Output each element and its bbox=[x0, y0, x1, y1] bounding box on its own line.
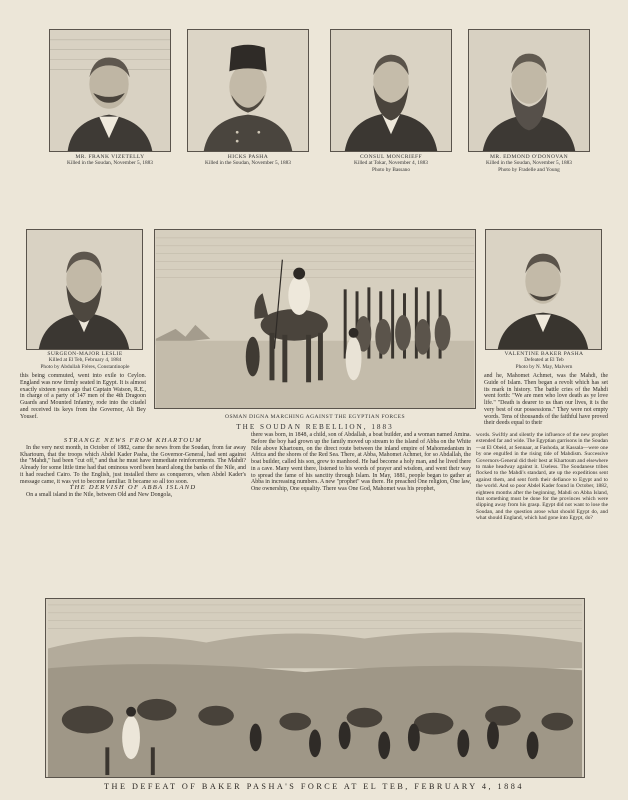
text-right-wide: words. Swiftly and silently the influence of the new prophet extended far and wide. The Egyptian garrisons in the Soudan—at El Obeid, at Sennaar, at Fashoda, at Kassala—were one by one engulfed in the rising tide of Mahdism. Successive Governors-General did their best at Khartoum and elsewhere to make headway against it. Useless. The Soudanese tribes flocked to the Mahdi's standard, ate up the expeditions sent against them, and sent forth their defiance to Egypt and to the world. And so poor Abdel Kader found in October, 1882, eighteen months after the beginning, Mahdi on Abba Island, that something must be done for the provinces which were slipping away from his grasp. Egypt did not want to lose the Soudan, and the question arose what should Egypt do, and what should England, which had gone into Egypt, do? bbox=[476, 432, 608, 522]
title-defeat-el-teb: THE DEFEAT OF BAKER PASHA'S FORCE AT EL TEB, FEBRUARY 4, 1884 bbox=[104, 782, 524, 791]
caption-odonovan: MR. EDMOND O'DONOVAN Killed in the Soudan, November 5, 1883 Photo by Fradelle and Young bbox=[486, 154, 572, 173]
caption-baker: VALENTINE BAKER PASHA Defeated at El Teb Photo by N. May, Malvern bbox=[504, 351, 584, 370]
portrait-moncrieff bbox=[330, 29, 452, 152]
caption-osman-digna: OSMAN DIGNA MARCHING AGAINST THE EGYPTIAN FORCES bbox=[225, 414, 405, 420]
portrait-vizetelly bbox=[49, 29, 171, 152]
engraving-march bbox=[155, 230, 475, 408]
portrait-hicks bbox=[187, 29, 309, 152]
caption-hicks: HICKS PASHA Killed in the Soudan, November 5, 1883 bbox=[205, 154, 291, 167]
heading-strange-news: STRANGE NEWS FROM KHARTOUM bbox=[63, 437, 203, 444]
portrait-engraving bbox=[469, 30, 589, 151]
portrait-odonovan bbox=[468, 29, 590, 152]
bottom-engraving-el-teb bbox=[45, 598, 585, 778]
portrait-engraving bbox=[27, 230, 142, 349]
text-left-wide: STRANGE NEWS FROM KHARTOUM In the very next month, in October of 1882, came the news from the Soudan, from far away Khartoum, that the troops which Abdel Kader Pasha, the Governor-General, had sent against the "Mahdi," had been "cut off," and that he must have immediate reinforcements. The Mahdi? Already for some little time had that ominous word been heard along the banks of the Nile, and it had reached Cairo. To the English, just installed there as conquerors, when Abdel Kader's message came, it was yet to become familiar. It became so all too soon. THE DERVISH OF ABBA ISLAND On a small island in the Nile, between Old and New Dongola, bbox=[20, 437, 246, 498]
portrait-engraving bbox=[50, 30, 170, 151]
portrait-engraving bbox=[331, 30, 451, 151]
engraving-battle bbox=[46, 599, 584, 777]
caption-vizetelly: MR. FRANK VIZETELLY Killed in the Soudan, November 5, 1883 bbox=[67, 154, 153, 167]
text-left-narrow: this being commuted, went into exile to Ceylon. England was now firmly seated in Egypt. It is almost exactly sixteen years ago that Captain Watson, R.E., in charge of a party of 147 men of the 4th Dragoon Guards and Mounted Infantry, rode into the citadel and received its keys from the Governor, Ali Bey Yousef. bbox=[20, 373, 146, 420]
section-title-soudan-rebellion: THE SOUDAN REBELLION, 1883 bbox=[236, 423, 394, 431]
portrait-engraving bbox=[486, 230, 601, 349]
portrait-leslie bbox=[26, 229, 143, 350]
portrait-engraving bbox=[188, 30, 308, 151]
caption-moncrieff: CONSUL MONCRIEFF Killed at Tokar, November 4, 1883 Photo by Bassano bbox=[354, 154, 428, 173]
portrait-baker bbox=[485, 229, 602, 350]
heading-dervish: THE DERVISH OF ABBA ISLAND bbox=[69, 484, 197, 492]
caption-leslie: SURGEON-MAJOR LESLIE Killed at El Teb, February 4, 1884 Photo by Abdullah Frères, Constantinople bbox=[40, 351, 130, 370]
center-engraving-osman-digna bbox=[154, 229, 476, 409]
text-middle: there was born, in 1848, a child, son of Abdallah, a boat builder, and a woman named Amina. Before the boy had grown up the family moved up stream to the island of Abba on the White Nile above Khartoum, on the direct route between the inland empire of Mahomedanism in Africa and the shores of the Red Sea. There, at Abba, Mahomet Achmet, for so Abdallah, the boat builder, called his son, grew to manhood. He had become a holy man, and he lived there in a cave. Many went there, listened to his words of prayer and wisdom, and went their way to spread the fame of his sanctity through Islam. In May, 1881, people began to gather at Abba in increasing numbers. A new "prophet" was there. He preached One religion, One law, One ownership, One equality. There was One God, Mahomet was his prophet, bbox=[251, 432, 471, 492]
text-right-narrow: and he, Mahomet Achmet, was the Mahdi, the Guide of Islam. Then began a revolt which has set its mark in history. The battle cries of the Mahdi went forth: "We are men who love death as ye love life." "Death is dearer to us than our lives, it is the very best of our possessions." They were not empty words. Tens of thousands of the faithful have proved their deeds equal to their bbox=[484, 373, 608, 427]
